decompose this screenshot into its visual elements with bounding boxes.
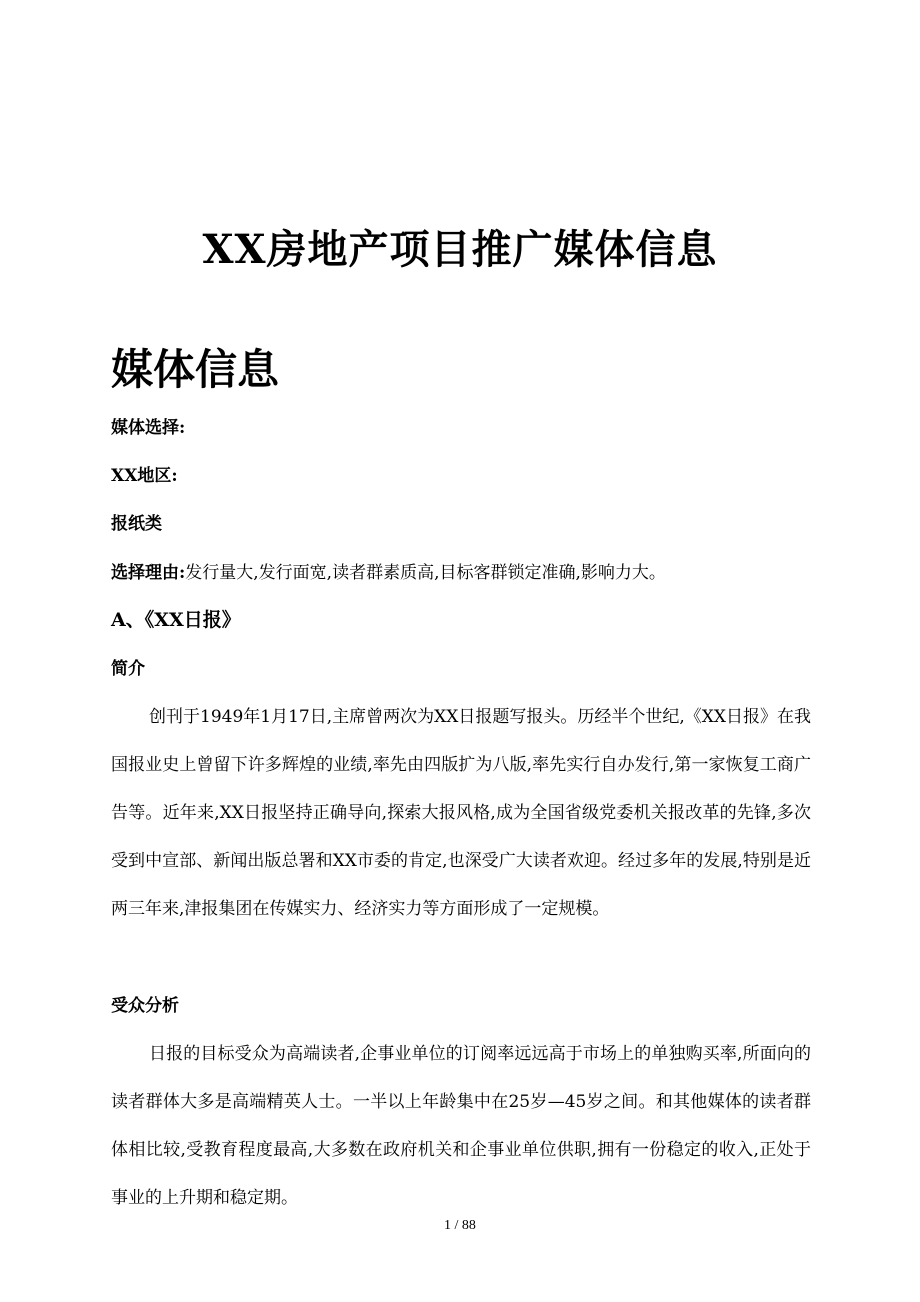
category-label: 报纸类 xyxy=(111,514,162,534)
intro-label: 简介 xyxy=(111,659,145,679)
reason-label: 选择理由: xyxy=(111,563,186,583)
selection-reason xyxy=(111,560,666,586)
media-choice-label: 媒体选择: xyxy=(111,418,186,438)
region-label: XX地区: xyxy=(111,466,178,486)
document-title: XX房地产项目推广媒体信息 xyxy=(202,226,718,273)
audience-paragraph: 日报的目标受众为高端读者,企事业单位的订阅率远远高于市场上的单独购买率,所面向的读者群体大多是高端精英人士。一半以上年龄集中在25岁—45岁之间。和其他媒体的读者群体相比较,受教育程度最高,大多数在政府机关和企事业单位供职,拥有一份稳定的收入,正处于事业的上升期和稳定期。 xyxy=(111,1044,811,1208)
intro-paragraph: 创刊于1949年1月17日,主席曾两次为XX日报题写报头。历经半个世纪,《XX日报》在我国报业史上曾留下许多辉煌的业绩,率先由四版扩为八版,率先实行自办发行,第一家恢复工商广告等。近年来,XX日报坚持正确导向,探索大报风格,成为全国省级党委机关报改革的先锋,多次受到中宣部、新闻出版总署和XX市委的肯定,也深受广大读者欢迎。经过多年的发展,特别是近两三年来,津报集团在传媒实力、经济实力等方面形成了一定规模。 xyxy=(111,707,811,919)
item-heading: A、《XX日报》 xyxy=(111,609,241,631)
section-heading: 媒体信息 xyxy=(111,345,280,394)
page-indicator: 1 / 88 xyxy=(444,1218,476,1233)
audience-label: 受众分析 xyxy=(111,996,179,1016)
reason-text: 发行量大,发行面宽,读者群素质高,目标客群锁定准确,影响力大。 xyxy=(185,563,666,583)
